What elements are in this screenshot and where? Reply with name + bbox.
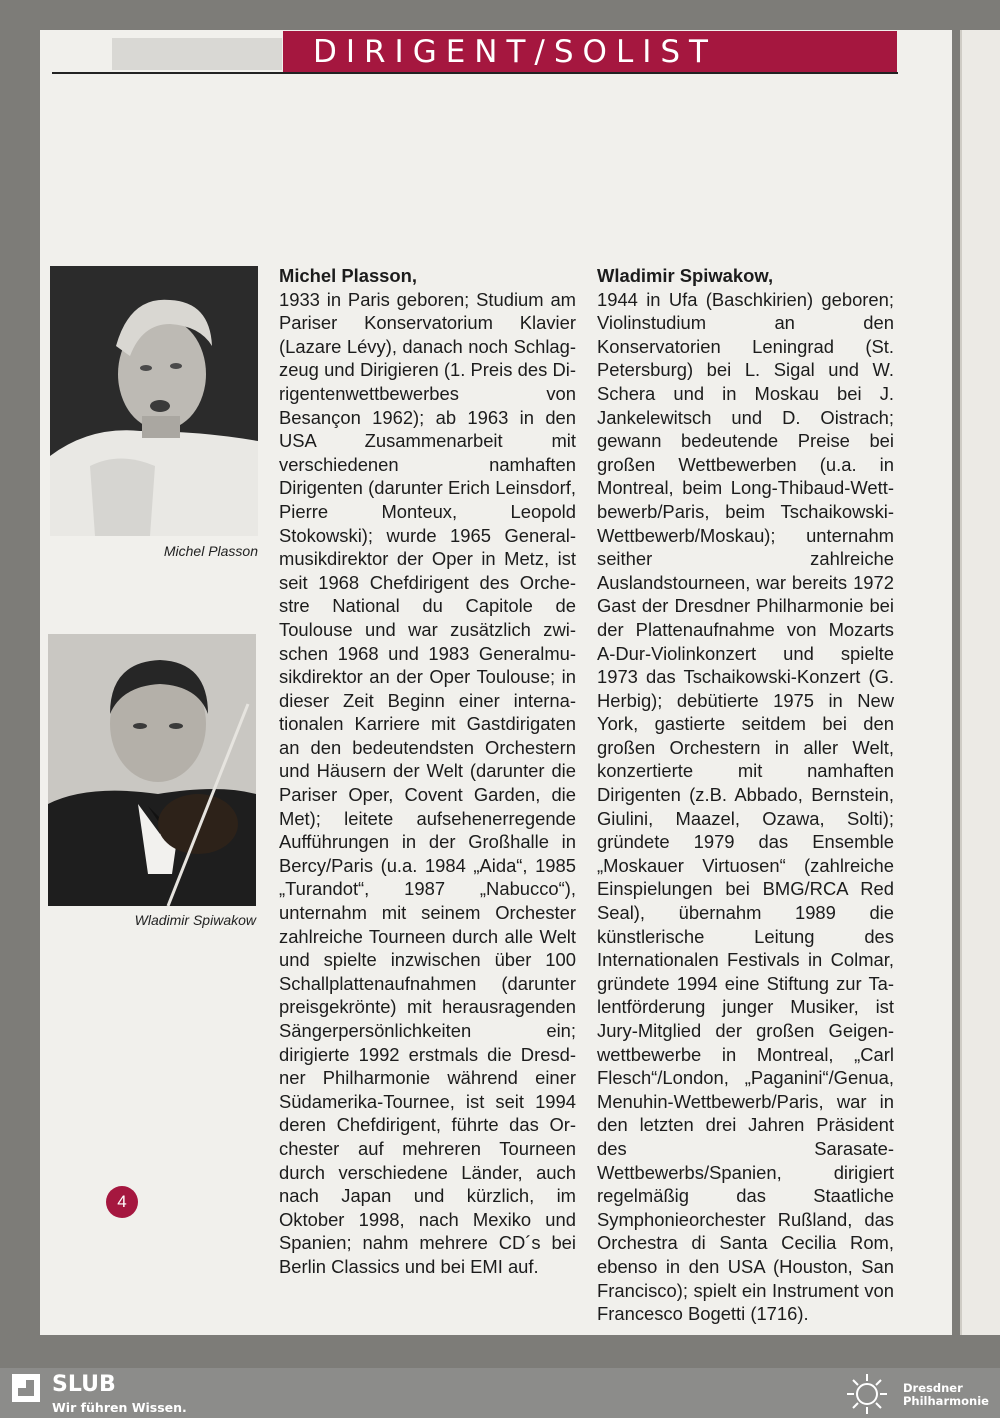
biography-name: Michel Plasson, — [279, 265, 417, 286]
slub-logo-icon — [12, 1374, 40, 1402]
dresdner-philharmonie-name — [903, 1382, 989, 1408]
biography-name: Wladimir Spiwakow, — [597, 265, 774, 286]
page-number: 4 — [106, 1186, 138, 1218]
slub-tagline: Wir führen Wissen. — [52, 1400, 187, 1415]
biography-text: 1944 in Ufa (Baschkirien) geboren; Violinstudium an den Konservatorien Leningrad (St. Petersburg) bei L. Sigal und W. Schera und in Moskau bei J. Jankelewitsch und D. Oistrach; gewann bedeutende Preise bei großen Wettbewerben (u.a. in Montreal, beim Long-Thibaud-Wettbewerb/Paris, beim Tschaikowski-Wettbewerb/Moskau); unternahm seither zahlreiche Auslandstourneen, war bereits 1972 Gast der Dresdner Philharmonie bei der Plattenaufnahme von Mozarts A-Dur-Violinkonzert und spielte 1973 das Tschaikowski-Konzert (G. Herbig); debütierte 1975 in New York, gastierte seitdem bei den großen Orchestern in aller Welt, konzertierte mit namhaften Dirigenten (z.B. Abbado, Bernstein, Giulini, Maazel, Ozawa, Solti); gründete 1979 das Ensemble „Moskauer Virtuosen“ (zahlreiche Einspielungen bei BMG/RCA Red Seal), übernahm 1989 die künstlerische Leitung des Internationalen Festivals in Colmar, gründete 1994 eine Stiftung zur Talentförderung junger Musiker, ist Jury-Mitglied der großen Geigenwettbewerbe in Montreal, „Carl Flesch“/London, „Paganini“/Genua, Menuhin-Wettbewerb/Paris, war in den letzten drei Jahren Präsident des Sarasate-Wettbewerbs/Spanien, dirigiert regelmäßig das Staatliche Symphonieorchester Rußland, das Orchestra di Santa Cecilia Rom, ebenso in den USA (Houston, San Francisco); spielt ein Instrument von Francesco Bogetti (1716). — [597, 288, 894, 1325]
facing-page-edge — [960, 30, 1000, 1335]
photo-caption: Wladimir Spiwakow — [134, 912, 256, 928]
biography-text: 1933 in Paris geboren; Studium am Pariser Konservatorium Klavier (Lazare Lévy), danach noch Schlagzeug und Dirigieren (1. Preis des Dirigentenwettbewerbes von Besançon 1962); ab 1963 in den USA Zusammenarbeit mit verschiedenen namhaften Dirigenten (darunter Erich Leinsdorf, Pierre Monteux, Leopold Stokowski); wurde 1965 Generalmusikdirektor der Oper in Metz, ist seit 1968 Chefdirigent des Orchestre National du Capitole de Toulouse und war zusätzlich zwischen 1968 und 1983 Generalmusikdirektor an der Oper Toulouse; in dieser Zeit Beginn einer internationalen Karriere mit Gastdirigaten an den bedeutendsten Orchestern und Häusern der Welt (darunter die Pariser Oper, Covent Garden, die Met); leitete aufsehenerregende Aufführungen in der Großhalle in Bercy/Paris (u.a. 1984 „Aida“, 1985 „Turandot“, 1987 „Nabucco“), unternahm mit seinem Orchester zahlreiche Tourneen durch alle Welt und spielte inzwischen über 100 Schallplattenaufnahmen (darunter preisgekrönte) mit herausragenden Sängerpersönlichkeiten ein; dirigierte 1992 erstmals die Dresdner Philharmonie während einer Südamerika-Tournee, ist seit 1994 deren Chefdirigent, führte das Orchester auf mehreren Tourneen durch verschiedene Länder, auch nach Japan und kürzlich, im Oktober 1998, nach Mexiko und Spanien; nahm mehrere CD´s bei Berlin Classics und bei EMI auf. — [279, 288, 576, 1277]
header-rule — [52, 72, 898, 74]
biography-column-plasson — [279, 264, 576, 1279]
biography-column-spiwakow — [597, 264, 894, 1326]
photo-caption: Michel Plasson — [163, 543, 258, 559]
portrait-conductor-image — [50, 266, 258, 536]
photo-michel-plasson — [50, 266, 258, 536]
partner-line-1: Dresdner — [903, 1381, 963, 1395]
dresdner-philharmonie-logo-icon — [842, 1370, 892, 1418]
slub-name: SLUB — [52, 1372, 116, 1397]
header-ghost-block — [112, 38, 282, 70]
portrait-violinist-image — [48, 634, 256, 906]
partner-line-2: Philharmonie — [903, 1394, 989, 1408]
section-header: DIRIGENT/SOLIST — [283, 31, 897, 73]
photo-wladimir-spiwakow — [48, 634, 256, 906]
